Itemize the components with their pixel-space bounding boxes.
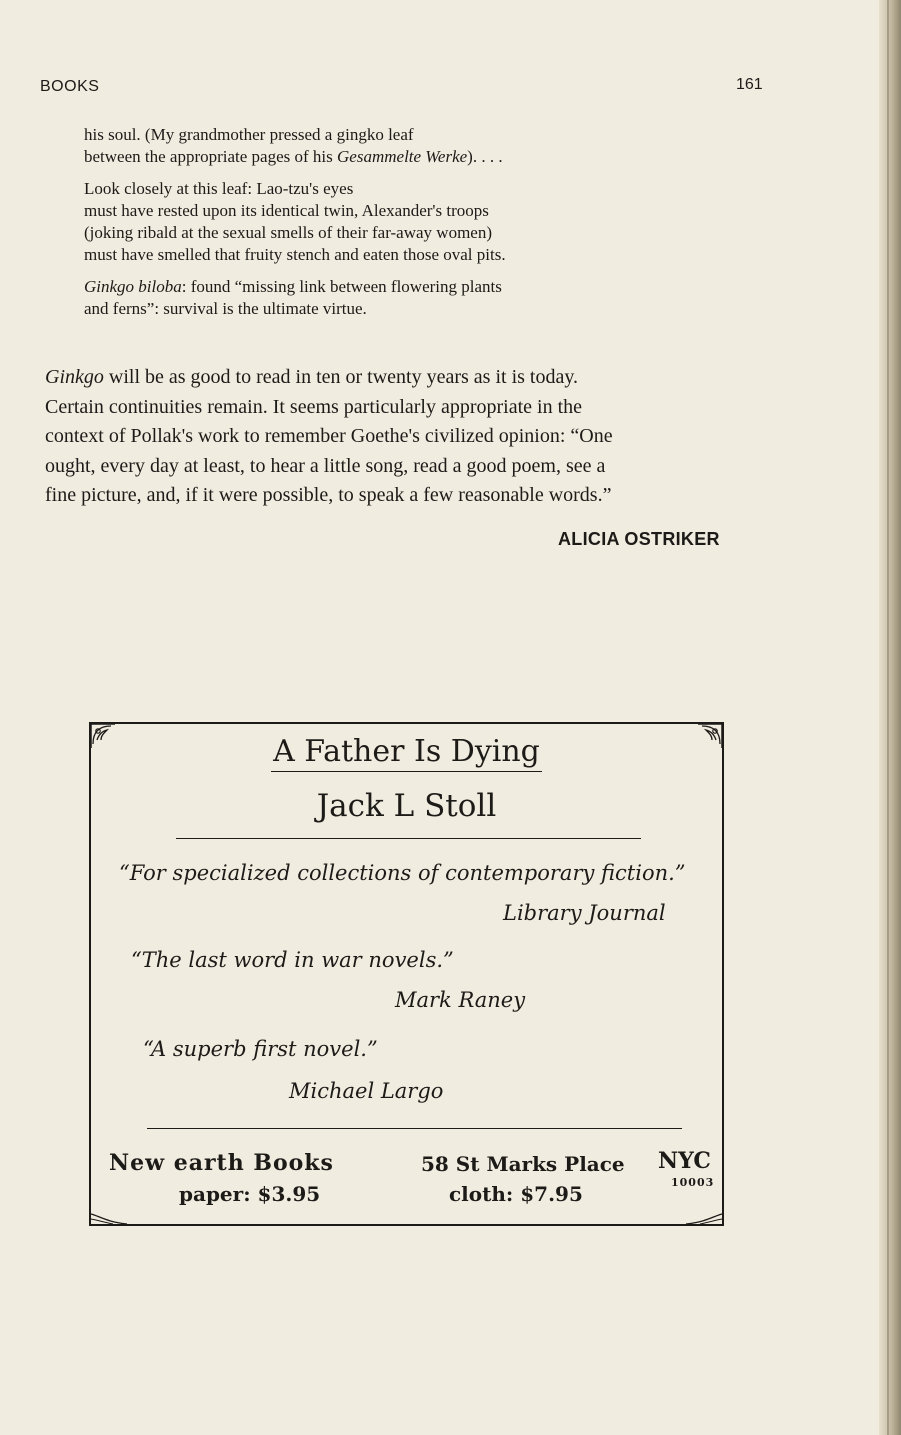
ad-blurb-quote: “The last word in war novels.”: [131, 948, 454, 972]
ad-book-title: [91, 734, 722, 769]
prose-italic-title: Ginkgo: [45, 366, 104, 388]
prose-line: fine picture, and, if it were possible, to speak a few reasonable words.”: [45, 484, 612, 507]
ad-blurb-quote: “A superb first novel.”: [143, 1037, 378, 1061]
ad-book-author: Jack L Stoll: [316, 788, 497, 824]
poem-text: between the appropriate pages of his: [84, 147, 338, 166]
poem-italic-title: Gesammelte Werke: [337, 147, 468, 166]
ad-address: 58 St Marks Place: [421, 1152, 625, 1176]
poem-line: must have rested upon its identical twin, Alexander's troops: [84, 201, 489, 220]
ad-publisher: New earth Books: [109, 1150, 334, 1176]
ad-cloth-price: cloth: $7.95: [449, 1182, 583, 1206]
poem-line: his soul. (My grandmother pressed a gingko leaf: [84, 125, 414, 144]
page-number: 161: [736, 76, 763, 93]
poem-stanza-2: [84, 178, 724, 266]
poem-stanza-3: [84, 276, 724, 320]
quoted-poem: [84, 124, 724, 330]
poem-text: ). . . .: [467, 147, 503, 166]
poem-italic-term: Ginkgo biloba: [84, 277, 182, 296]
review-author: ALICIA OSTRIKER: [558, 529, 720, 549]
prose-line: ought, every day at least, to hear a little song, read a good poem, see a: [45, 454, 606, 477]
page-edge-shadow: [879, 0, 901, 1435]
ad-city: NYC: [658, 1148, 711, 1174]
poem-line: and ferns”: survival is the ultimate virtue.: [84, 299, 367, 318]
divider-rule: [176, 838, 641, 839]
running-head: BOOKS: [40, 78, 100, 95]
review-paragraph: [45, 363, 780, 511]
poem-stanza-1: [84, 124, 724, 168]
prose-line: Certain continuities remain. It seems particularly appropriate in the: [45, 395, 583, 418]
ad-blurb-source: Michael Largo: [289, 1079, 444, 1103]
poem-line: (joking ribald at the sexual smells of their far-away women): [84, 223, 492, 242]
poem-line: Look closely at this leaf: Lao-tzu's eyes: [84, 179, 354, 198]
poem-line: must have smelled that fruity stench and eaten those oval pits.: [84, 245, 506, 264]
ornament-corner-icon: [89, 1212, 129, 1226]
ad-blurb-quote: “For specialized collections of contemporary fiction.”: [119, 861, 686, 885]
ornament-corner-icon: [684, 1212, 724, 1226]
ad-blurb-source: Mark Raney: [395, 988, 526, 1012]
poem-line: [84, 276, 724, 298]
poem-line: [84, 146, 724, 168]
prose-line: context of Pollak's work to remember Goethe's civilized opinion: “One: [45, 425, 613, 448]
poem-text: : found “missing link between flowering plants: [181, 277, 502, 296]
ad-book-title-text: A Father Is Dying: [271, 734, 542, 772]
ad-paper-price: paper: $3.95: [179, 1182, 321, 1206]
ad-blurb-source: Library Journal: [503, 901, 666, 925]
page-edge-line: [887, 0, 889, 1435]
divider-rule: [147, 1128, 682, 1129]
prose-text: will be as good to read in ten or twenty years as it is today.: [103, 366, 579, 388]
ad-zip: 10003: [671, 1176, 715, 1189]
book-advertisement: [89, 722, 724, 1226]
prose-line: [45, 363, 780, 393]
